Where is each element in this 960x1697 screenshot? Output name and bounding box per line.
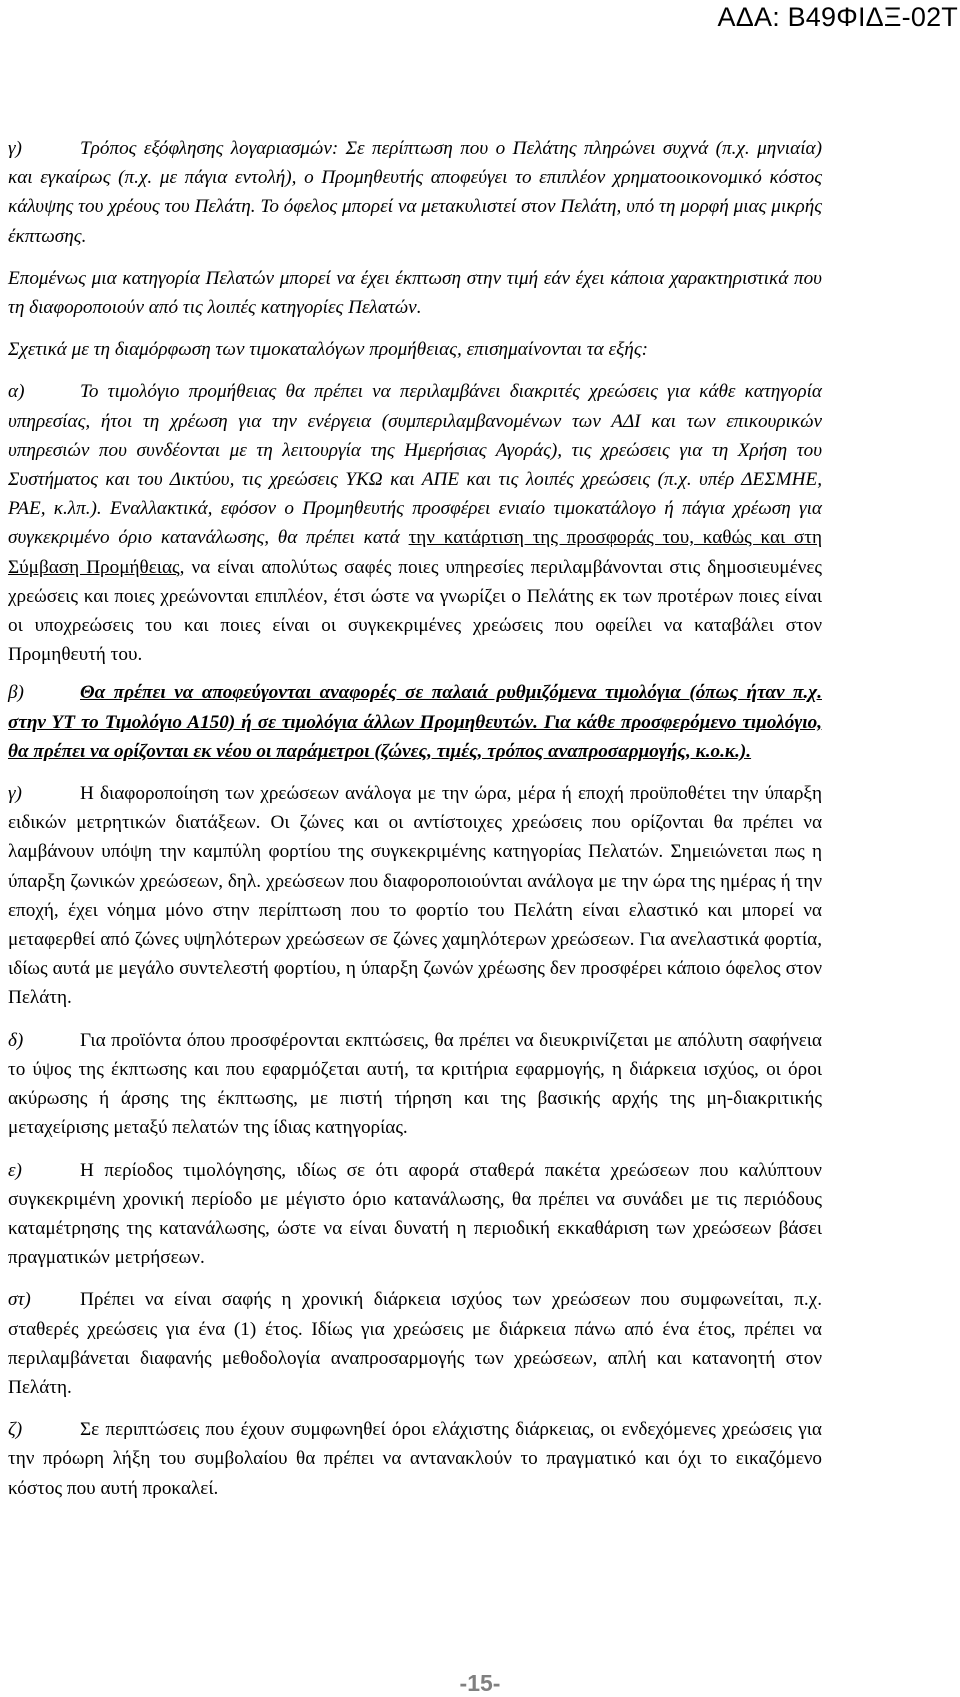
paragraph-intro: Σχετικά με τη διαμόρφωση των τιμοκαταλόγων προμήθειας, επισημαίνονται τα εξής: [8, 339, 648, 361]
page-number: -15- [459, 1670, 501, 1696]
item-label: ε) [8, 1159, 22, 1181]
paragraph-payment-method [8, 134, 822, 251]
item-z [8, 1415, 822, 1503]
item-underlined-text: την κατάρτιση της προσφοράς του, καθώς και στη Σύμβαση Προμήθειας, [8, 527, 823, 578]
item-g [8, 779, 822, 1013]
item-label: δ) [8, 1029, 24, 1051]
item-st [8, 1285, 822, 1402]
item-text: Για προϊόντα όπου προσφέρονται εκπτώσεις, θα πρέπει να διευκρινίζεται με απόλυτη σαφήνεια το ύψος της έκπτωσης και που εφαρμόζεται αυτή, τα κριτήρια εφαρμογής, η διάρκεια ισχύος, οι όροι ακύρωσης ή άρσης της έκπτωσης, με πιστή τήρηση και της βασικής αρχής της μη-διακριτικής μεταχείρισης μεταξύ πελατών της ίδιας κατηγορίας. [8, 1029, 822, 1139]
item-a [8, 377, 822, 669]
item-text: Η περίοδος τιμολόγησης, ιδίως σε ότι αφορά σταθερά πακέτα χρεώσεων που καλύπτουν συγκεκριμένη χρονική περίοδο με μέγιστο όριο κατανάλωσης, θα πρέπει να συνάδει με τις περιόδους καταμέτρησης της κατανάλωσης, ώστε να είναι δυνατή η περιοδική εκκαθάριση των χρεώσεων βάσει πραγματικών μετρήσεων. [8, 1159, 822, 1269]
item-e [8, 1156, 822, 1273]
item-label: ζ) [8, 1419, 23, 1441]
paragraph-discount-category: Επομένως μια κατηγορία Πελατών μπορεί να έχει έκπτωση στην τιμή εάν έχει κάποια χαρακτηριστικά που τη διαφοροποιούν από τις λοιπές κατηγορίες Πελατών. [8, 267, 822, 319]
item-text: Τρόπος εξόφλησης λογαριασμών: Σε περίπτωση που ο Πελάτης πληρώνει συχνά (π.χ. μηνιαία) και εγκαίρως (π.χ. με πάγια εντολή), ο Προμηθευτής αποφεύγει το επιπλέον χρηματοοικονομικό κόστος κάλυψης του χρέους του Πελάτη. Το όφελος μπορεί να μετακυλιστεί στον Πελάτη, υπό τη μορφή μιας μικρής έκπτωσης. [8, 138, 822, 247]
item-label: β) [8, 682, 24, 704]
item-d [8, 1026, 822, 1143]
item-label: α) [8, 381, 25, 403]
item-text: Η διαφοροποίηση των χρεώσεων ανάλογα με την ώρα, μέρα ή εποχή προϋποθέτει την ύπαρξη ειδικών μετρητικών διατάξεων. Οι ζώνες και οι αντίστοιχες χρεώσεις που ορίζονται θα πρέπει να λαμβάνουν υπόψη την καμπύλη φορτίου της συγκεκριμένης κατηγορίας Πελατών. Σημειώνεται πως η ύπαρξη ζωνικών χρεώσεων, δηλ. χρεώσεων που διαφοροποιούνται ανάλογα με την ώρα της ημέρας ή την εποχή, έχει νόημα μόνο στην περίπτωση που το φορτίο του Πελάτη είναι ελαστικό και μπορεί να μεταφερθεί από ζώνες υψηλότερων χρεώσεων σε ζώνες χαμηλότερων χρεώσεων. Για ανελαστικά φορτία, ιδίως αυτά με μεγάλο συντελεστή φορτίου, η ύπαρξη ζωνών χρέωσης δεν προσφέρει κάποιο όφελος στον Πελάτη. [8, 783, 822, 1009]
item-text: Πρέπει να είναι σαφής η χρονική διάρκεια ισχύος των χρεώσεων που συμφωνείται, π.χ. σταθερές χρεώσεις για ένα (1) έτος. Ιδίως για χρεώσεις με διάρκεια πάνω από ένα έτος, πρέπει να περιλαμβάνεται διαφανής μεθοδολογία αναπροσαρμογής των χρεώσεων, απλή και κατανοητή στον Πελάτη. [8, 1289, 822, 1398]
item-text: Το τιμολόγιο προμήθειας θα πρέπει να περιλαμβάνει διακριτές χρεώσεις για κάθε κατηγορία υπηρεσίας, ήτοι τη χρέωση για την ενέργεια (συμπεριλαμβανομένων των ΑΔΙ και των επικουρικών υπηρεσιών που συνδέονται με τη λειτουργία της Ημερήσιας Αγοράς), τις χρεώσεις για τη Χρήση του Συστήματος και του Δικτύου, τις χρεώσεις ΥΚΩ και ΑΠΕ και τις λοιπές χρεώσεις (π.χ. υπέρ ΔΕΣΜΗΕ, ΡΑΕ, κ.λπ.). Εναλλακτικά, εφόσον ο Προμηθευτής προσφέρει ενιαίο τιμοκατάλογο ή πάγια χρέωση για συγκεκριμένο όριο κατανάλωσης, θα πρέπει κατά [8, 381, 822, 549]
item-label: γ) [8, 138, 22, 159]
item-text: Σε περιπτώσεις που έχουν συμφωνηθεί όροι ελάχιστης διάρκειας, οι ενδεχόμενες χρεώσεις για την πρόωρη λήξη του συμβολαίου θα πρέπει να αντανακλούν το πραγματικό και όχι το εικαζόμενο κόστος που αυτή προκαλεί. [8, 1419, 822, 1499]
item-label: γ) [8, 783, 22, 805]
document-body [8, 134, 822, 1503]
item-text-continued: να είναι απολύτως σαφές ποιες υπηρεσίες περιλαμβάνονται στις δημοσιευμένες χρεώσεις και ποιες χρεώνονται επιπλέον, έτσι ώστε να γνωρίζει ο Πελάτης εκ των προτέρων ποιες είναι οι υποχρεώσεις του και ποιες είναι οι συγκεκριμένες χρεώσεις που οφείλει να καταβάλει στον Προμηθευτή του. [8, 556, 822, 666]
item-label: στ) [8, 1289, 31, 1311]
item-b [8, 678, 822, 766]
item-emphasis-text: Θα πρέπει να αποφεύγονται αναφορές σε παλαιά ρυθμιζόμενα τιμολόγια (όπως ήταν π.χ. στην ΥΤ το Τιμολόγιο Α150) ή σε τιμολόγια άλλων Προμηθευτών. Για κάθε προσφερόμενο τιμολόγιο, θα πρέπει να ορίζονται εκ νέου οι παράμετροι (ζώνες, τιμές, τρόπος αναπροσαρμογής, κ.ο.κ.). [8, 682, 822, 762]
ada-code: ΑΔΑ: Β49ΦΙΔΞ-02Τ [717, 2, 958, 32]
